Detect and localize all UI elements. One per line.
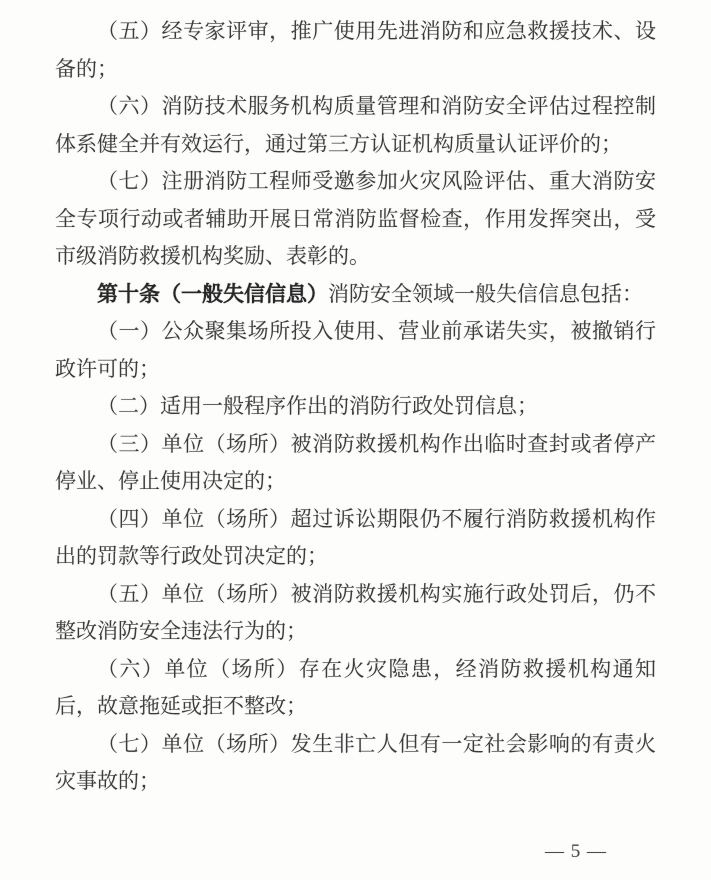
paragraph-item-4-litigation-deadline: （四）单位（场所）超过诉讼期限仍不履行消防救援机构作出的罚款等行政处罚决定的；: [55, 506, 656, 568]
paragraph-clause-5-expert-review: （五）经专家评审，推广使用先进消防和应急救援技术、设备的；: [55, 19, 656, 81]
paragraph-item-3-temporary-seal: （三）单位（场所）被消防救援机构作出临时查封或者停产停业、停止使用决定的；: [55, 431, 656, 493]
paragraph-article-10: [55, 276, 656, 314]
paragraph-clause-7-fire-engineer: （七）注册消防工程师受邀参加火灾风险评估、重大消防安全专项行动或者辅助开展日常消防监督检查，作用发挥突出，受市级消防救援机构奖励、表彰的。: [55, 169, 656, 268]
page-number: — 5 —: [545, 841, 607, 862]
paragraph-item-2-general-procedure: （二）适用一般程序作出的消防行政处罚信息；: [97, 394, 538, 418]
paragraph-item-7-fire-accident: （七）单位（场所）发生非亡人但有一定社会影响的有责火灾事故的；: [55, 731, 656, 793]
paragraph-item-5-no-rectify-after-penalty: （五）单位（场所）被消防救援机构实施行政处罚后，仍不整改消防安全违法行为的；: [55, 581, 656, 643]
paragraph-clause-6-quality-management: （六）消防技术服务机构质量管理和消防安全评估过程控制体系健全并有效运行，通过第三方认证机构质量认证评价的；: [55, 94, 656, 156]
paragraph-item-1-public-gathering: （一）公众聚集场所投入使用、营业前承诺失实，被撤销行政许可的；: [55, 319, 656, 381]
article-10-body: 消防安全领域一般失信信息包括：: [328, 281, 643, 306]
article-10-heading: 第十条（一般失信信息）: [97, 281, 328, 306]
paragraph-item-6-fire-hazard-delay: （六）单位（场所）存在火灾隐患，经消防救援机构通知后，故意拖延或拒不整改；: [55, 656, 656, 718]
document-body: [55, 13, 656, 801]
